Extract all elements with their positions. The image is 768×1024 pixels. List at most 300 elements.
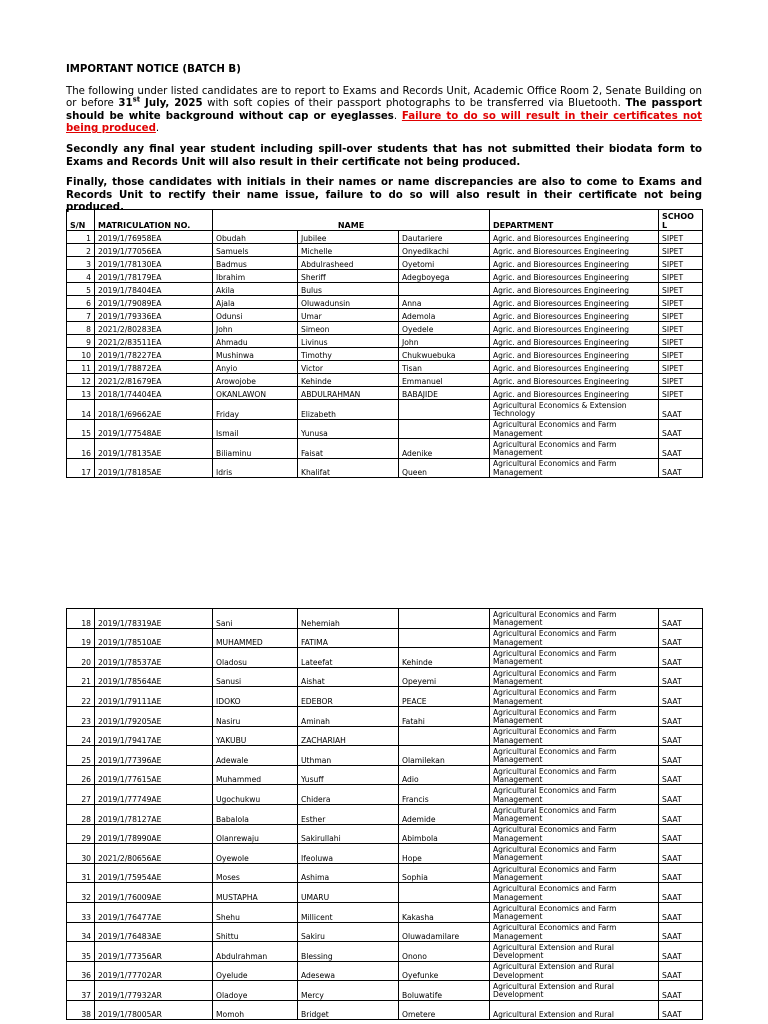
- cell-matriculation: 2019/1/77056EA: [95, 244, 213, 257]
- cell-department: Agricultural Extension and Rural: [490, 1000, 659, 1020]
- cell-surname: Akila: [213, 283, 298, 296]
- table-row: [67, 706, 703, 726]
- cell-matriculation: 2019/1/76477AE: [95, 902, 213, 922]
- cell-department: Agric. and Bioresources Engineering: [490, 322, 659, 335]
- cell-department: Agricultural Economics and Farm Management: [490, 439, 659, 459]
- cell-matriculation: 2019/1/75954AE: [95, 863, 213, 883]
- cell-school: SAAT: [659, 844, 703, 864]
- cell-first-name: ABDULRAHMAN: [298, 387, 399, 400]
- cell-other-name: Kakasha: [399, 902, 490, 922]
- cell-school: SAAT: [659, 726, 703, 746]
- cell-sn: 35: [67, 942, 95, 962]
- cell-first-name: Oluwadunsin: [298, 296, 399, 309]
- cell-first-name: Aminah: [298, 706, 399, 726]
- cell-matriculation: 2019/1/78135AE: [95, 439, 213, 459]
- cell-school: SAAT: [659, 765, 703, 785]
- cell-school: SIPET: [659, 322, 703, 335]
- table-row: [67, 439, 703, 459]
- cell-matriculation: 2019/1/77749AE: [95, 785, 213, 805]
- cell-other-name: Onono: [399, 942, 490, 962]
- cell-surname: Oladoye: [213, 981, 298, 1001]
- table-row: [67, 257, 703, 270]
- cell-department: Agricultural Economics and Farm Management: [490, 746, 659, 766]
- cell-other-name: Tisan: [399, 361, 490, 374]
- cell-school: SAAT: [659, 922, 703, 942]
- table-row: [67, 400, 703, 420]
- cell-other-name: Queen: [399, 458, 490, 478]
- cell-sn: 4: [67, 270, 95, 283]
- cell-first-name: Lateefat: [298, 648, 399, 668]
- cell-matriculation: 2019/1/79205AE: [95, 706, 213, 726]
- cell-matriculation: 2019/1/78537AE: [95, 648, 213, 668]
- table-row: [67, 335, 703, 348]
- cell-matriculation: 2019/1/76009AE: [95, 883, 213, 903]
- cell-first-name: Chidera: [298, 785, 399, 805]
- cell-department: Agric. and Bioresources Engineering: [490, 283, 659, 296]
- cell-surname: Idris: [213, 458, 298, 478]
- table-row: [67, 824, 703, 844]
- cell-other-name: Sophia: [399, 863, 490, 883]
- cell-surname: Shehu: [213, 902, 298, 922]
- cell-matriculation: 2019/1/78185AE: [95, 458, 213, 478]
- cell-school: SIPET: [659, 309, 703, 322]
- cell-other-name: [399, 628, 490, 648]
- cell-sn: 23: [67, 706, 95, 726]
- table-row: [67, 270, 703, 283]
- cell-matriculation: 2019/1/78127AE: [95, 804, 213, 824]
- cell-school: SAAT: [659, 609, 703, 629]
- cell-sn: 36: [67, 961, 95, 981]
- cell-sn: 29: [67, 824, 95, 844]
- cell-matriculation: 2019/1/76958EA: [95, 231, 213, 244]
- cell-first-name: Bridget: [298, 1000, 399, 1020]
- cell-school: SAAT: [659, 400, 703, 420]
- notice-paragraph-2: Secondly any final year student including spill-over students that has not submitted their biodata form to Exams and Records Unit will also result in their certificate not being produced.: [66, 143, 702, 168]
- cell-first-name: Faisat: [298, 439, 399, 459]
- cell-matriculation: 2019/1/78227EA: [95, 348, 213, 361]
- cell-school: SAAT: [659, 439, 703, 459]
- cell-surname: Ibrahim: [213, 270, 298, 283]
- table-row: [67, 231, 703, 244]
- cell-department: Agric. and Bioresources Engineering: [490, 231, 659, 244]
- table-row: [67, 961, 703, 981]
- cell-school: SIPET: [659, 374, 703, 387]
- header-department: DEPARTMENT: [490, 210, 659, 231]
- cell-matriculation: 2019/1/78404EA: [95, 283, 213, 296]
- cell-school: SAAT: [659, 628, 703, 648]
- notice-paragraph-3: Finally, those candidates with initials in their names or name discrepancies are also to come to Exams and Records Unit to rectify their name issue, failure to do so will also result in their certificate not being produced.: [66, 177, 702, 214]
- cell-first-name: Sakirullahi: [298, 824, 399, 844]
- cell-other-name: Adegboyega: [399, 270, 490, 283]
- cell-department: Agricultural Economics and Farm Management: [490, 785, 659, 805]
- cell-other-name: Anna: [399, 296, 490, 309]
- cell-department: Agric. and Bioresources Engineering: [490, 374, 659, 387]
- cell-matriculation: 2019/1/77932AR: [95, 981, 213, 1001]
- cell-surname: Ugochukwu: [213, 785, 298, 805]
- cell-sn: 33: [67, 902, 95, 922]
- cell-first-name: Khalifat: [298, 458, 399, 478]
- cell-department: Agric. and Bioresources Engineering: [490, 361, 659, 374]
- cell-sn: 3: [67, 257, 95, 270]
- table-row: [67, 361, 703, 374]
- cell-school: SAAT: [659, 419, 703, 439]
- cell-sn: 25: [67, 746, 95, 766]
- cell-surname: Biliaminu: [213, 439, 298, 459]
- cell-school: SAAT: [659, 667, 703, 687]
- table-row: [67, 687, 703, 707]
- cell-first-name: Simeon: [298, 322, 399, 335]
- table-row: [67, 283, 703, 296]
- cell-matriculation: 2019/1/78510AE: [95, 628, 213, 648]
- cell-sn: 28: [67, 804, 95, 824]
- cell-surname: OKANLAWON: [213, 387, 298, 400]
- cell-first-name: Michelle: [298, 244, 399, 257]
- cell-first-name: Abdulrasheed: [298, 257, 399, 270]
- cell-other-name: Ademola: [399, 309, 490, 322]
- cell-sn: 27: [67, 785, 95, 805]
- cell-matriculation: 2019/1/78179EA: [95, 270, 213, 283]
- cell-department: Agricultural Economics and Farm Management: [490, 922, 659, 942]
- table-row: [67, 609, 703, 629]
- cell-matriculation: 2019/1/77356AR: [95, 942, 213, 962]
- cell-first-name: Ashima: [298, 863, 399, 883]
- cell-department: Agricultural Economics and Farm Management: [490, 824, 659, 844]
- cell-sn: 37: [67, 981, 95, 1001]
- cell-other-name: Oyetomi: [399, 257, 490, 270]
- cell-school: SAAT: [659, 981, 703, 1001]
- cell-school: SIPET: [659, 283, 703, 296]
- cell-surname: Mushinwa: [213, 348, 298, 361]
- cell-department: Agricultural Extension and Rural Development: [490, 961, 659, 981]
- cell-first-name: EDEBOR: [298, 687, 399, 707]
- cell-other-name: Dautariere: [399, 231, 490, 244]
- cell-surname: Arowojobe: [213, 374, 298, 387]
- cell-matriculation: 2019/1/76483AE: [95, 922, 213, 942]
- cell-school: SIPET: [659, 231, 703, 244]
- cell-other-name: [399, 726, 490, 746]
- cell-school: SAAT: [659, 863, 703, 883]
- cell-first-name: UMARU: [298, 883, 399, 903]
- cell-sn: 31: [67, 863, 95, 883]
- cell-department: Agricultural Economics and Farm Management: [490, 902, 659, 922]
- cell-school: SAAT: [659, 804, 703, 824]
- cell-sn: 16: [67, 439, 95, 459]
- cell-matriculation: 2019/1/78564AE: [95, 667, 213, 687]
- cell-department: Agricultural Economics and Farm Management: [490, 458, 659, 478]
- table-row: [67, 883, 703, 903]
- cell-matriculation: 2018/1/69662AE: [95, 400, 213, 420]
- notice-para1-dot: .: [393, 110, 402, 122]
- notice-deadline: [118, 95, 203, 110]
- cell-first-name: Yusuff: [298, 765, 399, 785]
- cell-other-name: Boluwatife: [399, 981, 490, 1001]
- table-row: [67, 746, 703, 766]
- cell-other-name: Oyefunke: [399, 961, 490, 981]
- cell-other-name: Adenike: [399, 439, 490, 459]
- cell-school: SIPET: [659, 361, 703, 374]
- cell-first-name: Millicent: [298, 902, 399, 922]
- cell-matriculation: 2019/1/78872EA: [95, 361, 213, 374]
- cell-other-name: Kehinde: [399, 648, 490, 668]
- cell-surname: Ahmadu: [213, 335, 298, 348]
- cell-sn: 6: [67, 296, 95, 309]
- cell-other-name: Oluwadamilare: [399, 922, 490, 942]
- cell-department: Agric. and Bioresources Engineering: [490, 296, 659, 309]
- cell-department: Agricultural Economics and Farm Management: [490, 844, 659, 864]
- cell-sn: 34: [67, 922, 95, 942]
- cell-other-name: [399, 609, 490, 629]
- table-row: [67, 844, 703, 864]
- cell-surname: Ismail: [213, 419, 298, 439]
- table-row: [67, 785, 703, 805]
- cell-sn: 2: [67, 244, 95, 257]
- cell-first-name: Victor: [298, 361, 399, 374]
- cell-surname: Shittu: [213, 922, 298, 942]
- table-row: [67, 322, 703, 335]
- cell-first-name: Sheriff: [298, 270, 399, 283]
- cell-school: SAAT: [659, 746, 703, 766]
- cell-department: Agricultural Economics & Extension Technology: [490, 400, 659, 420]
- cell-department: Agricultural Economics and Farm Management: [490, 628, 659, 648]
- cell-other-name: Ademide: [399, 804, 490, 824]
- cell-other-name: Emmanuel: [399, 374, 490, 387]
- cell-department: Agric. and Bioresources Engineering: [490, 244, 659, 257]
- cell-first-name: Livinus: [298, 335, 399, 348]
- cell-department: Agricultural Economics and Farm Management: [490, 419, 659, 439]
- table-row: [67, 863, 703, 883]
- cell-first-name: Umar: [298, 309, 399, 322]
- cell-school: SAAT: [659, 785, 703, 805]
- cell-surname: Ajala: [213, 296, 298, 309]
- table-row: [67, 804, 703, 824]
- cell-surname: MUHAMMED: [213, 628, 298, 648]
- cell-other-name: Opeyemi: [399, 667, 490, 687]
- cell-school: SAAT: [659, 1000, 703, 1020]
- table-row: [67, 419, 703, 439]
- cell-matriculation: 2019/1/78130EA: [95, 257, 213, 270]
- cell-surname: Sani: [213, 609, 298, 629]
- cell-surname: MUSTAPHA: [213, 883, 298, 903]
- cell-school: SAAT: [659, 687, 703, 707]
- cell-sn: 19: [67, 628, 95, 648]
- table-row: [67, 981, 703, 1001]
- cell-first-name: Nehemiah: [298, 609, 399, 629]
- cell-surname: Olanrewaju: [213, 824, 298, 844]
- cell-other-name: Chukwuebuka: [399, 348, 490, 361]
- table-row: [67, 628, 703, 648]
- cell-surname: Nasiru: [213, 706, 298, 726]
- cell-department: Agric. and Bioresources Engineering: [490, 257, 659, 270]
- cell-surname: Odunsi: [213, 309, 298, 322]
- cell-sn: 5: [67, 283, 95, 296]
- cell-department: Agricultural Economics and Farm Management: [490, 648, 659, 668]
- cell-sn: 30: [67, 844, 95, 864]
- header-matriculation: MATRICULATION NO.: [95, 210, 213, 231]
- cell-first-name: Bulus: [298, 283, 399, 296]
- cell-other-name: Abimbola: [399, 824, 490, 844]
- cell-matriculation: 2019/1/77548AE: [95, 419, 213, 439]
- table-row: [67, 374, 703, 387]
- notice-passport-requirement: The passport should be white background without cap or eyeglasses: [66, 98, 702, 122]
- cell-other-name: [399, 419, 490, 439]
- cell-other-name: Adio: [399, 765, 490, 785]
- table-row: [67, 296, 703, 309]
- cell-surname: Obudah: [213, 231, 298, 244]
- notice-title: IMPORTANT NOTICE (BATCH B): [66, 64, 241, 75]
- header-school: SCHOO L: [659, 210, 703, 231]
- notice-deadline-suffix: st: [132, 95, 141, 104]
- notice-paragraph-1: [66, 86, 702, 136]
- cell-first-name: Adesewa: [298, 961, 399, 981]
- table-header-row: [67, 210, 703, 231]
- cell-department: Agricultural Economics and Farm Management: [490, 883, 659, 903]
- cell-matriculation: 2019/1/79111AE: [95, 687, 213, 707]
- cell-sn: 8: [67, 322, 95, 335]
- cell-surname: Oyelude: [213, 961, 298, 981]
- cell-first-name: Blessing: [298, 942, 399, 962]
- cell-sn: 26: [67, 765, 95, 785]
- cell-surname: Sanusi: [213, 667, 298, 687]
- cell-department: Agricultural Extension and Rural Development: [490, 981, 659, 1001]
- table-row: [67, 387, 703, 400]
- cell-surname: John: [213, 322, 298, 335]
- cell-other-name: Francis: [399, 785, 490, 805]
- cell-surname: Samuels: [213, 244, 298, 257]
- notice-text: [66, 64, 702, 223]
- cell-surname: YAKUBU: [213, 726, 298, 746]
- cell-school: SIPET: [659, 244, 703, 257]
- cell-matriculation: 2018/1/74404EA: [95, 387, 213, 400]
- cell-surname: Babalola: [213, 804, 298, 824]
- cell-other-name: Olamilekan: [399, 746, 490, 766]
- cell-sn: 14: [67, 400, 95, 420]
- cell-matriculation: 2019/1/78990AE: [95, 824, 213, 844]
- cell-department: Agricultural Economics and Farm Management: [490, 667, 659, 687]
- cell-sn: 17: [67, 458, 95, 478]
- cell-department: Agricultural Economics and Farm Management: [490, 609, 659, 629]
- cell-department: Agricultural Economics and Farm Management: [490, 687, 659, 707]
- notice-para1-intro: The following under listed candidates are to report to Exams and Records Unit, Academic Office Room 2, Senate Building on or before: [66, 85, 702, 110]
- table-row: [67, 765, 703, 785]
- cell-school: SIPET: [659, 257, 703, 270]
- table-row: [67, 942, 703, 962]
- cell-first-name: Aishat: [298, 667, 399, 687]
- cell-school: SIPET: [659, 387, 703, 400]
- table-row: [67, 667, 703, 687]
- cell-first-name: Elizabeth: [298, 400, 399, 420]
- notice-warning: Failure to do so will result in their certificates not being produced: [66, 110, 702, 135]
- cell-other-name: Oyedele: [399, 322, 490, 335]
- cell-school: SIPET: [659, 335, 703, 348]
- cell-matriculation: 2019/1/77396AE: [95, 746, 213, 766]
- cell-surname: IDOKO: [213, 687, 298, 707]
- cell-surname: Badmus: [213, 257, 298, 270]
- cell-sn: 13: [67, 387, 95, 400]
- cell-other-name: Hope: [399, 844, 490, 864]
- cell-sn: 9: [67, 335, 95, 348]
- cell-sn: 10: [67, 348, 95, 361]
- cell-surname: Oladosu: [213, 648, 298, 668]
- cell-school: SIPET: [659, 270, 703, 283]
- candidates-table-part-2: [66, 608, 703, 1020]
- cell-other-name: [399, 400, 490, 420]
- cell-matriculation: 2019/1/79417AE: [95, 726, 213, 746]
- cell-first-name: ZACHARIAH: [298, 726, 399, 746]
- cell-school: SAAT: [659, 961, 703, 981]
- cell-first-name: FATIMA: [298, 628, 399, 648]
- table-row: [67, 348, 703, 361]
- cell-matriculation: 2019/1/78005AR: [95, 1000, 213, 1020]
- cell-other-name: [399, 883, 490, 903]
- cell-surname: Abdulrahman: [213, 942, 298, 962]
- cell-department: Agricultural Economics and Farm Management: [490, 726, 659, 746]
- cell-department: Agric. and Bioresources Engineering: [490, 348, 659, 361]
- header-name: NAME: [213, 210, 490, 231]
- cell-school: SIPET: [659, 296, 703, 309]
- cell-department: Agricultural Economics and Farm Management: [490, 706, 659, 726]
- cell-first-name: Ifeoluwa: [298, 844, 399, 864]
- candidates-table-part-1: [66, 209, 703, 478]
- cell-matriculation: 2021/2/80283EA: [95, 322, 213, 335]
- table-row: [67, 244, 703, 257]
- cell-school: SAAT: [659, 942, 703, 962]
- cell-other-name: [399, 283, 490, 296]
- notice-para1-end: .: [155, 123, 160, 135]
- header-sn: S/N: [67, 210, 95, 231]
- cell-first-name: Timothy: [298, 348, 399, 361]
- cell-matriculation: 2019/1/77702AR: [95, 961, 213, 981]
- cell-surname: Anyio: [213, 361, 298, 374]
- cell-surname: Momoh: [213, 1000, 298, 1020]
- cell-matriculation: 2019/1/77615AE: [95, 765, 213, 785]
- cell-department: Agric. and Bioresources Engineering: [490, 387, 659, 400]
- cell-department: Agricultural Extension and Rural Development: [490, 942, 659, 962]
- cell-surname: Muhammed: [213, 765, 298, 785]
- cell-matriculation: 2019/1/79336EA: [95, 309, 213, 322]
- cell-other-name: Ometere: [399, 1000, 490, 1020]
- table-row: [67, 726, 703, 746]
- cell-school: SAAT: [659, 458, 703, 478]
- cell-matriculation: 2021/2/83511EA: [95, 335, 213, 348]
- cell-department: Agricultural Economics and Farm Management: [490, 765, 659, 785]
- cell-other-name: Onyedikachi: [399, 244, 490, 257]
- table-row: [67, 902, 703, 922]
- cell-matriculation: 2021/2/81679EA: [95, 374, 213, 387]
- cell-other-name: PEACE: [399, 687, 490, 707]
- cell-sn: 24: [67, 726, 95, 746]
- cell-first-name: Jubilee: [298, 231, 399, 244]
- cell-sn: 32: [67, 883, 95, 903]
- cell-first-name: Yunusa: [298, 419, 399, 439]
- table-row: [67, 1000, 703, 1020]
- cell-matriculation: 2021/2/80656AE: [95, 844, 213, 864]
- cell-department: Agric. and Bioresources Engineering: [490, 335, 659, 348]
- notice-deadline-rest: July, 2025: [140, 98, 203, 110]
- table-row: [67, 648, 703, 668]
- cell-school: SAAT: [659, 706, 703, 726]
- cell-other-name: Fatahi: [399, 706, 490, 726]
- notice-deadline-day: 31: [118, 98, 133, 110]
- cell-surname: Oyewole: [213, 844, 298, 864]
- cell-school: SAAT: [659, 824, 703, 844]
- cell-sn: 15: [67, 419, 95, 439]
- cell-school: SIPET: [659, 348, 703, 361]
- cell-matriculation: 2019/1/79089EA: [95, 296, 213, 309]
- cell-other-name: John: [399, 335, 490, 348]
- cell-matriculation: 2019/1/78319AE: [95, 609, 213, 629]
- cell-first-name: Esther: [298, 804, 399, 824]
- cell-sn: 20: [67, 648, 95, 668]
